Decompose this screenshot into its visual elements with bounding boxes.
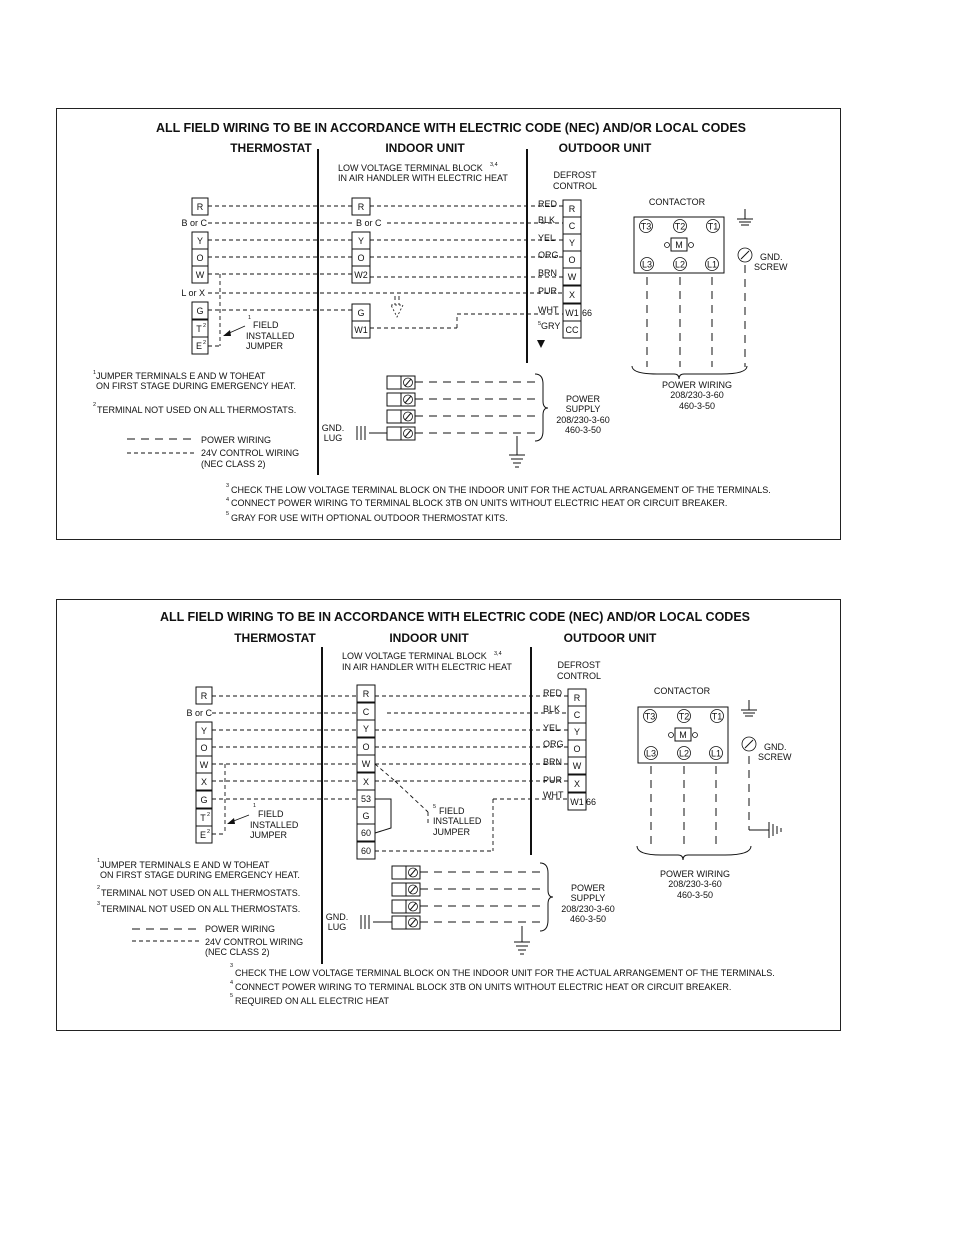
ground-symbol (514, 926, 530, 954)
defrost-terminal-label: C (573, 710, 581, 720)
note-left-line: TERMINAL NOT USED ON ALL THERMOSTATS. (97, 405, 297, 415)
field-jumper2-sup: 5 (433, 804, 437, 810)
contactor-terminal-label: T3 (640, 221, 652, 232)
power-supply-terminal-block (357, 376, 535, 440)
indoor-terminal-label: Y (357, 236, 365, 246)
gnd-screw-line2: SCREW (758, 752, 792, 762)
indoor-terminal-label: W (361, 759, 371, 769)
wire-color-blk: BLK (543, 704, 561, 714)
defrost-terminal-label: X (573, 779, 581, 789)
thermostat-terminal-sup: 2 (207, 829, 211, 835)
field-jumper-line: JUMPER (246, 341, 284, 351)
defrost-terminal-label: R (573, 693, 581, 703)
power-wiring-line: 460-3-50 (678, 401, 716, 411)
thermostat-terminal-label: Y (196, 236, 204, 246)
note-left-line: JUMPER TERMINALS E AND W TOHEAT (100, 860, 270, 870)
power-wiring-brace (637, 846, 751, 860)
thermostat-terminal-label: Y (200, 726, 208, 736)
contactor-terminal-label: L2 (678, 748, 690, 759)
thermostat-terminal-sup: 2 (203, 340, 207, 346)
defrost-terminal-label: X (568, 290, 576, 300)
field-jumper-line: INSTALLED (246, 331, 295, 341)
note-bottom: CHECK THE LOW VOLTAGE TERMINAL BLOCK ON THE INDOOR UNIT FOR THE ACTUAL ARRANGEMENT OF THE TERMINALS. (235, 968, 775, 978)
note-bottom: CONNECT POWER WIRING TO TERMINAL BLOCK 3TB ON UNITS WITHOUT ELECTRIC HEAT OR CIRCUIT BREAKER. (231, 498, 728, 508)
power-wiring-line: 208/230-3-60 (668, 879, 722, 889)
lv-block-sup: 3,4 (490, 162, 498, 168)
power-supply-line: SUPPLY (565, 404, 601, 414)
contactor-terminal-label: T2 (678, 711, 690, 722)
indoor-terminal-label: O (357, 253, 365, 263)
power-supply-line: POWER (565, 394, 601, 404)
defrost-terminal-label: W1 (565, 308, 579, 318)
indoor-terminal-label: B or C (356, 218, 382, 228)
defrost-terminal-label: O (573, 744, 581, 754)
wire-color-pur: PUR (538, 286, 558, 296)
indoor-terminal-strip (357, 685, 375, 859)
thermostat-terminal-label: B or C (186, 708, 212, 718)
note-sup: 3 (97, 901, 101, 907)
wiring-diagram-2-svg (57, 600, 842, 1032)
jumper-arrowhead (227, 818, 235, 824)
ground-symbol (509, 436, 525, 467)
defrost-terminal-label: Y (568, 238, 576, 248)
indoor-terminal-label: 53 (360, 794, 372, 804)
legend-control-label: (NEC CLASS 2) (205, 947, 270, 957)
lv-block-sup: 3,4 (494, 651, 502, 657)
indoor-terminal-label: 60 (360, 828, 372, 838)
defrost-terminal-label: CC (565, 325, 579, 335)
thermostat-terminal-label: W (195, 270, 205, 280)
indoor-terminal-label: W1 (354, 325, 368, 335)
note-bottom: GRAY FOR USE WITH OPTIONAL OUTDOOR THERMOSTAT KITS. (231, 513, 508, 523)
gnd-lug-line: LUG (323, 433, 343, 443)
gnd-screw-line1: GND. (760, 252, 783, 262)
indoor-terminal-strip (352, 198, 382, 338)
defrost-terminal-label: W (572, 761, 582, 771)
power-supply-line: 460-3-50 (569, 914, 607, 924)
wire-color-yel: YEL (543, 723, 561, 733)
field-jumper2-line: INSTALLED (433, 816, 482, 826)
wire-color-pur: PUR (543, 775, 563, 785)
wire-color-gry-sup: 5 (538, 321, 542, 327)
indoor-jumper (375, 799, 391, 833)
field-jumper-sup: 1 (248, 315, 252, 321)
wire-color-wht: WHT (538, 305, 559, 315)
indoor-terminal-label: C (362, 707, 370, 717)
note-sup: 4 (226, 497, 230, 503)
ground-screw-icon (737, 209, 753, 262)
wire-color-org: ORG (538, 250, 559, 260)
contactor-terminal-label: L1 (710, 748, 722, 759)
thermostat-terminal-label: R (200, 691, 208, 701)
wire-color-blk: BLK (538, 215, 556, 225)
field-jumper-line: FIELD (253, 320, 279, 330)
diagram-header: ALL FIELD WIRING TO BE IN ACCORDANCE WITH ELECTRIC CODE (NEC) AND/OR LOCAL CODES (155, 121, 747, 135)
power-supply-terminal-block (361, 866, 540, 929)
power-wiring-line: POWER WIRING (662, 380, 732, 390)
contactor-label: CONTACTOR (648, 197, 706, 207)
defrost-terminal-strip (563, 200, 592, 338)
lv-block-label-line1: LOW VOLTAGE TERMINAL BLOCK (342, 651, 487, 661)
thermostat-title: THERMOSTAT (234, 631, 316, 645)
gnd-lug-line: LUG (327, 922, 347, 932)
defrost-terminal-strip (568, 689, 596, 810)
indoor-terminal-label: R (362, 689, 370, 699)
legend-control-label: (NEC CLASS 2) (201, 459, 266, 469)
note-bottom: CHECK THE LOW VOLTAGE TERMINAL BLOCK ON THE INDOOR UNIT FOR THE ACTUAL ARRANGEMENT OF THE TERMINALS. (231, 485, 771, 495)
defrost-terminal-label: W (567, 272, 577, 282)
contactor-terminal-label: T1 (707, 221, 719, 232)
thermostat-terminal-label: B or C (181, 218, 207, 228)
wire-color-labels (538, 199, 560, 331)
wire-color-red: RED (538, 199, 558, 209)
note-sup: 3 (230, 963, 234, 969)
contactor-terminal-label: L2 (674, 259, 686, 270)
contactor-terminal-label: T1 (711, 711, 723, 722)
power-supply-line: SUPPLY (570, 893, 606, 903)
thermostat-terminal-label: O (196, 253, 204, 263)
wire-color-labels (543, 688, 564, 800)
note-bottom: REQUIRED ON ALL ELECTRIC HEAT (235, 996, 390, 1006)
defrost-terminal-label: R (568, 204, 576, 214)
power-wiring-brace (632, 366, 747, 379)
thermostat-terminal-sup: 2 (203, 323, 207, 329)
thermostat-terminal-label: E (195, 341, 203, 351)
indoor-terminal-label: G (362, 811, 370, 821)
contactor-terminal-label: L3 (645, 748, 657, 759)
note-sup: 3 (226, 483, 230, 489)
power-wiring-line: 208/230-3-60 (670, 390, 724, 400)
defrost-label-line2: CONTROL (556, 671, 602, 681)
wire-color-yel: YEL (538, 233, 556, 243)
contactor-coil-label: M (675, 240, 683, 250)
defrost-terminal-label: W1 (570, 797, 584, 807)
field-jumper-line: INSTALLED (250, 820, 299, 830)
thermostat-terminal-label: T (196, 324, 202, 334)
wire-color-wht: WHT (543, 790, 564, 800)
note-left-line: TERMINAL NOT USED ON ALL THERMOSTATS. (101, 888, 301, 898)
legend-power-label: POWER WIRING (205, 924, 275, 934)
indoor-terminal-label: R (357, 202, 365, 212)
field-jumper-line: JUMPER (250, 830, 288, 840)
thermostat-terminal-label: G (196, 306, 204, 316)
indoor-unit-title: INDOOR UNIT (389, 631, 469, 645)
field-jumper-sup: 1 (253, 803, 257, 809)
lv-block-label-line1: LOW VOLTAGE TERMINAL BLOCK (338, 163, 483, 173)
note-bottom: CONNECT POWER WIRING TO TERMINAL BLOCK 3TB ON UNITS WITHOUT ELECTRIC HEAT OR CIRCUIT BREAKER. (235, 982, 732, 992)
wire-color-gry: GRY (541, 321, 561, 331)
thermostat-title: THERMOSTAT (230, 141, 312, 155)
contactor-terminal-label: T3 (644, 711, 656, 722)
defrost-label-line2: CONTROL (552, 181, 598, 191)
indoor-terminal-label: G (357, 308, 365, 318)
field-jumper2-line: JUMPER (433, 827, 471, 837)
lv-block-label-line2: IN AIR HANDLER WITH ELECTRIC HEAT (342, 662, 512, 672)
w1-suffix: 66 (582, 308, 593, 318)
ground-lug-icon (749, 822, 781, 838)
thermostat-terminal-label: W (199, 760, 209, 770)
legend-control-label: 24V CONTROL WIRING (201, 448, 300, 458)
thermostat-terminal-sup: 2 (207, 812, 211, 818)
ground-arrow (537, 340, 545, 348)
gnd-lug-line: GND. (321, 423, 345, 433)
power-supply-line: 208/230-3-60 (556, 415, 610, 425)
note-left-line: ON FIRST STAGE DURING EMERGENCY HEAT. (100, 870, 300, 880)
note-sup: 1 (93, 370, 97, 376)
note-left-line: JUMPER TERMINALS E AND W TOHEAT (96, 371, 266, 381)
note-left-line: TERMINAL NOT USED ON ALL THERMOSTATS. (101, 904, 301, 914)
indoor-terminal-label: X (362, 777, 370, 787)
contactor-terminal-label: L1 (706, 259, 718, 270)
legend-power-label: POWER WIRING (201, 435, 271, 445)
note-sup: 5 (226, 511, 230, 517)
thermostat-terminal-label: X (200, 777, 208, 787)
gnd-screw-line2: SCREW (754, 262, 788, 272)
field-jumper2-line: FIELD (439, 806, 465, 816)
indoor-unit-title: INDOOR UNIT (385, 141, 465, 155)
thermostat-terminal-label: E (199, 830, 207, 840)
power-supply-line: POWER (570, 883, 606, 893)
wire-color-org: ORG (543, 739, 564, 749)
note-sup: 5 (230, 993, 234, 999)
ground-screw-icon (741, 700, 757, 751)
thermostat-terminal-label: T (200, 813, 206, 823)
defrost-terminal-label: O (568, 255, 576, 265)
thermostat-terminal-label: G (200, 795, 208, 805)
indoor-terminal-label: W2 (354, 270, 368, 280)
thermostat-terminal-label: R (196, 202, 204, 212)
wiring-diagram-2 (56, 599, 841, 1031)
w1-suffix: 66 (586, 797, 597, 807)
outdoor-unit-title: OUTDOOR UNIT (563, 631, 657, 645)
thermostat-terminal-label: L or X (181, 288, 205, 298)
note-sup: 2 (93, 402, 97, 408)
jumper-arrowhead (223, 330, 231, 336)
power-wiring-line: POWER WIRING (660, 869, 730, 879)
indoor-terminal-label: 60 (360, 846, 372, 856)
power-supply-brace (535, 374, 548, 441)
legend-control-label: 24V CONTROL WIRING (205, 937, 304, 947)
power-supply-line: 208/230-3-60 (561, 904, 615, 914)
indoor-terminal-label: O (362, 742, 370, 752)
defrost-label-line1: DEFROST (557, 660, 601, 670)
wire-color-brn: BRN (543, 757, 563, 767)
note-sup: 1 (97, 858, 101, 864)
defrost-label-line1: DEFROST (553, 170, 597, 180)
power-wiring-line: 460-3-50 (676, 890, 714, 900)
power-supply-brace (540, 863, 553, 931)
indoor-terminal-label: Y (362, 724, 370, 734)
gnd-lug-line: GND. (325, 912, 349, 922)
thermostat-terminal-label: O (200, 743, 208, 753)
defrost-terminal-label: Y (573, 727, 581, 737)
defrost-terminal-label: C (568, 221, 576, 231)
contactor-coil-label: M (679, 730, 687, 740)
note-sup: 4 (230, 980, 234, 986)
outdoor-unit-title: OUTDOOR UNIT (558, 141, 652, 155)
wire-color-brn: BRN (538, 268, 558, 278)
note-left-line: ON FIRST STAGE DURING EMERGENCY HEAT. (96, 381, 296, 391)
thermostat-terminal-strip (186, 687, 212, 843)
lv-block-label-line2: IN AIR HANDLER WITH ELECTRIC HEAT (338, 173, 508, 183)
power-supply-line: 460-3-50 (564, 425, 602, 435)
wire-color-red: RED (543, 688, 563, 698)
wiring-diagram-1 (56, 108, 841, 540)
gnd-screw-line1: GND. (764, 742, 787, 752)
note-sup: 2 (97, 885, 101, 891)
diagram-header: ALL FIELD WIRING TO BE IN ACCORDANCE WITH ELECTRIC CODE (NEC) AND/OR LOCAL CODES (159, 610, 751, 624)
thermostat-terminal-strip (181, 198, 208, 354)
field-jumper-line: FIELD (258, 809, 284, 819)
wiring-diagram-1-svg (57, 109, 842, 541)
contactor-terminal-label: L3 (641, 259, 653, 270)
contactor-terminal-label: T2 (674, 221, 686, 232)
contactor-label: CONTACTOR (653, 686, 711, 696)
